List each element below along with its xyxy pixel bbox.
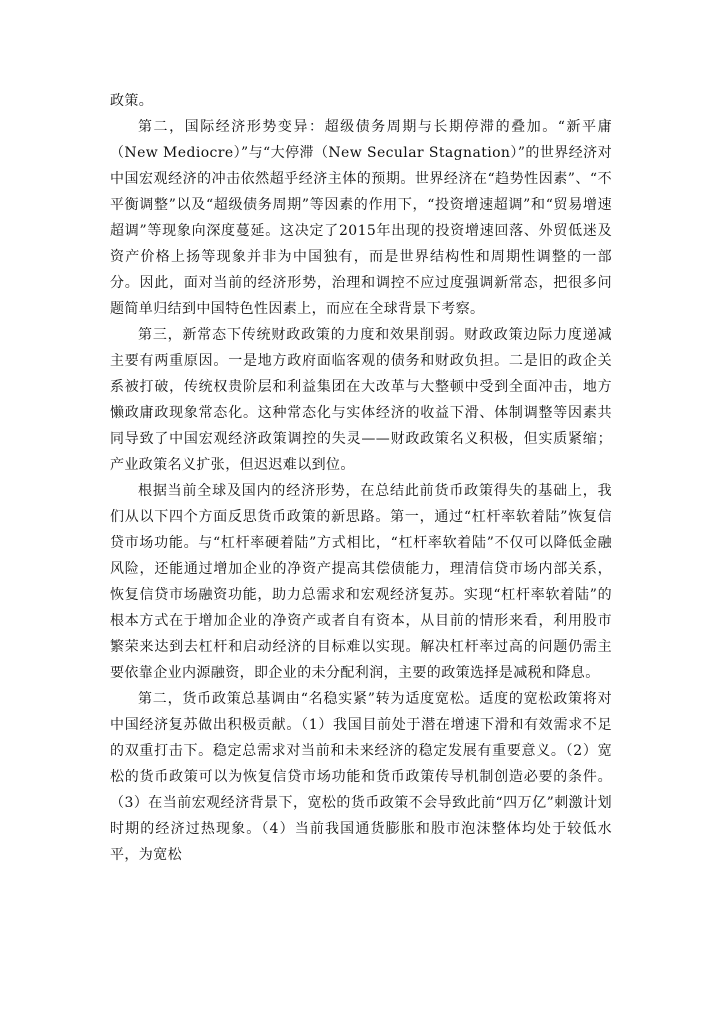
document-body xyxy=(110,88,612,868)
paragraph-monetary-policy-new-thinking: 根据当前全球及国内的经济形势，在总结此前货币政策得失的基础上，我们从以下四个方面反思货币政策的新思路。第一，通过“杠杆率软着陆”恢复信贷市场功能。与“杠杆率硬着陆”方式相比，“杠杆率软着陆”不仅可以降低金融风险，还能通过增加企业的净资产提高其偿债能力，理清信贷市场内部关系，恢复信贷市场融资功能，助力总需求和宏观经济复苏。实现“杠杆率软着陆”的根本方式在于增加企业的净资产或者自有资本，从目前的情形来看，利用股市繁荣来达到去杠杆和启动经济的目标难以实现。解决杠杆率过高的问题仍需主要依靠企业内源融资，即企业的未分配利润，主要的政策选择是减税和降息。 xyxy=(110,483,612,681)
paragraph-monetary-policy-easing: 第二，货币政策总基调由“名稳实紧”转为适度宽松。适度的宽松政策将对中国经济复苏做出积极贡献。（1）我国目前处于潜在增速下滑和有效需求不足的双重打击下。稳定总需求对当前和未来经济的稳定发展有重要意义。（2）宽松的货币政策可以为恢复信贷市场功能和货币政策传导机制创造必要的条件。（3）在当前宏观经济背景下，宽松的货币政策不会导致此前“四万亿”刺激计划时期的经济过热现象。（4）当前我国通货膨胀和股市泡沫整体均处于较低水平，为宽松 xyxy=(110,691,612,863)
paragraph-fiscal-policy: 第三，新常态下传统财政政策的力度和效果削弱。财政政策边际力度递减主要有两重原因。一是地方政府面临客观的债务和财政负担。二是旧的政企关系被打破，传统权贵阶层和利益集团在大改革与大整顿中受到全面冲击，地方懒政庸政现象常态化。这种常态化与实体经济的收益下滑、体制调整等因素共同导致了中国宏观经济政策调控的失灵——财政政策名义积极，但实质紧缩；产业政策名义扩张，但迟迟难以到位。 xyxy=(110,327,612,473)
paragraph-international-economy: 第二，国际经济形势变异：超级债务周期与长期停滞的叠加。“新平庸（New Mediocre）”与“大停滞（New Secular Stagnation）”的世界经济对中国宏观经济的冲击依然超乎经济主体的预期。世界经济在“趋势性因素”、“不平衡调整”以及“超级债务周期”等因素的作用下，“投资增速超调”和“贸易增速超调”等现象向深度蔓延。这决定了2015年出现的投资增速回落、外贸低迷及资产价格上扬等现象并非为中国独有，而是世界结构性和周期性调整的一部分。因此，面对当前的经济形势，治理和调控不应过度强调新常态，把很多问题简单归结到中国特色性因素上，而应在全球背景下考察。 xyxy=(110,119,612,317)
paragraph-continuation: 政策。 xyxy=(110,93,154,109)
